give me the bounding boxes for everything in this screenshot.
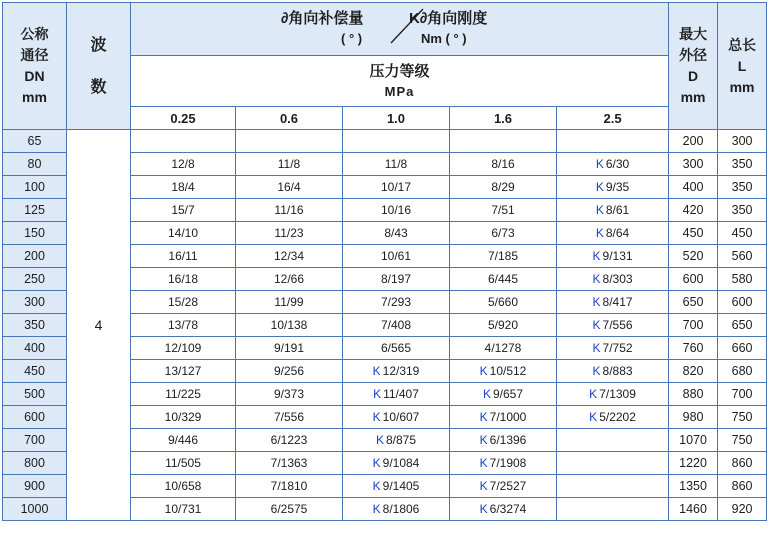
cell-value: 10/512 (489, 364, 527, 378)
cell-comp-stiffness-1: 11/23 (236, 222, 343, 245)
cell-comp-stiffness-1 (236, 130, 343, 153)
cell-dn: 200 (3, 245, 67, 268)
cell-comp-stiffness-3 (450, 475, 557, 498)
k-mark: K (595, 157, 604, 171)
cell-dn: 65 (3, 130, 67, 153)
cell-comp-stiffness-1: 7/556 (236, 406, 343, 429)
cell-comp-stiffness-2 (343, 360, 450, 383)
cell-dn: 300 (3, 291, 67, 314)
cell-length: 350 (718, 199, 767, 222)
cell-comp-stiffness-3 (450, 130, 557, 153)
cell-value: 7/1309 (599, 387, 636, 401)
cell-comp-stiffness-2: 10/61 (343, 245, 450, 268)
spec-table-body (3, 130, 767, 521)
cell-comp-stiffness-4 (557, 176, 669, 199)
bellows-spec-table (2, 2, 767, 521)
cell-comp-stiffness-3 (450, 406, 557, 429)
cell-comp-stiffness-3 (450, 429, 557, 452)
cell-length: 920 (718, 498, 767, 521)
header-angle-stiffness-unit: Nm ( ° ) (421, 31, 467, 46)
header-angle-stiffness: K∂角向刚度 (409, 10, 488, 27)
cell-max-diameter: 820 (669, 360, 718, 383)
cell-comp-stiffness-0: 12/109 (131, 337, 236, 360)
header-dn-line2: 通径 (20, 47, 49, 63)
cell-dn: 700 (3, 429, 67, 452)
cell-comp-stiffness-4 (557, 383, 669, 406)
cell-comp-stiffness-3: 5/920 (450, 314, 557, 337)
cell-comp-stiffness-4 (557, 314, 669, 337)
cell-max-diameter: 1460 (669, 498, 718, 521)
k-mark: K (372, 502, 381, 516)
cell-comp-stiffness-4 (557, 130, 669, 153)
cell-comp-stiffness-2: 7/293 (343, 291, 450, 314)
cell-comp-stiffness-4 (557, 199, 669, 222)
k-mark: K (479, 502, 488, 516)
k-mark: K (589, 387, 598, 401)
header-diagonal-divider (131, 3, 669, 55)
cell-value: 6/1396 (489, 433, 527, 447)
cell-comp-stiffness-4 (557, 222, 669, 245)
cell-max-diameter: 980 (669, 406, 718, 429)
cell-comp-stiffness-1: 11/16 (236, 199, 343, 222)
cell-comp-stiffness-0: 18/4 (131, 176, 236, 199)
cell-comp-stiffness-1: 7/1363 (236, 452, 343, 475)
cell-value: 7/2527 (489, 479, 527, 493)
cell-dn: 125 (3, 199, 67, 222)
cell-comp-stiffness-0: 10/329 (131, 406, 236, 429)
k-mark: K (592, 272, 601, 286)
cell-value: 8/61 (605, 203, 630, 217)
cell-comp-stiffness-3: 7/185 (450, 245, 557, 268)
cell-comp-stiffness-0: 10/658 (131, 475, 236, 498)
cell-value: 7/1000 (489, 410, 527, 424)
header-length (718, 3, 767, 130)
header-max-diameter-line2: 外径 (679, 47, 708, 63)
header-dn (3, 3, 67, 130)
cell-comp-stiffness-2 (343, 429, 450, 452)
cell-comp-stiffness-3 (450, 498, 557, 521)
cell-dn: 800 (3, 452, 67, 475)
cell-comp-stiffness-0: 16/18 (131, 268, 236, 291)
cell-value: 9/657 (492, 387, 524, 401)
cell-value: 10/607 (382, 410, 420, 424)
cell-comp-stiffness-2 (343, 406, 450, 429)
k-mark: K (372, 456, 381, 470)
cell-length: 600 (718, 291, 767, 314)
cell-max-diameter: 420 (669, 199, 718, 222)
cell-comp-stiffness-3: 8/29 (450, 176, 557, 199)
cell-comp-stiffness-1: 9/256 (236, 360, 343, 383)
cell-value: 8/303 (602, 272, 633, 286)
cell-value: 7/1908 (489, 456, 527, 470)
cell-comp-stiffness-2: 7/408 (343, 314, 450, 337)
k-mark: K (372, 479, 381, 493)
header-pressure-label: 压力等级 (369, 63, 430, 80)
cell-comp-stiffness-1: 6/1223 (236, 429, 343, 452)
cell-comp-stiffness-4 (557, 291, 669, 314)
cell-comp-stiffness-0: 15/7 (131, 199, 236, 222)
cell-value: 8/1806 (382, 502, 420, 516)
k-mark: K (482, 387, 491, 401)
k-mark: K (592, 318, 601, 332)
k-mark: K (372, 410, 381, 424)
cell-comp-stiffness-3: 7/51 (450, 199, 557, 222)
cell-comp-stiffness-4 (557, 268, 669, 291)
cell-comp-stiffness-0: 14/10 (131, 222, 236, 245)
header-max-diameter-line1: 最大 (679, 26, 708, 42)
cell-comp-stiffness-2 (343, 130, 450, 153)
cell-comp-stiffness-3: 5/660 (450, 291, 557, 314)
cell-comp-stiffness-2: 11/8 (343, 153, 450, 176)
k-mark: K (373, 387, 382, 401)
k-mark: K (592, 341, 601, 355)
cell-max-diameter: 1220 (669, 452, 718, 475)
cell-length: 300 (718, 130, 767, 153)
header-wave-line1: 波 (90, 36, 107, 54)
cell-comp-stiffness-0: 13/127 (131, 360, 236, 383)
cell-max-diameter: 1070 (669, 429, 718, 452)
cell-dn: 80 (3, 153, 67, 176)
cell-max-diameter: 450 (669, 222, 718, 245)
k-mark: K (479, 479, 488, 493)
cell-comp-stiffness-4 (557, 429, 669, 452)
cell-max-diameter: 200 (669, 130, 718, 153)
cell-comp-stiffness-2 (343, 383, 450, 406)
header-angle-compensation: ∂角向补偿量 (281, 10, 364, 27)
cell-comp-stiffness-0: 11/225 (131, 383, 236, 406)
cell-comp-stiffness-1: 7/1810 (236, 475, 343, 498)
cell-length: 450 (718, 222, 767, 245)
cell-length: 680 (718, 360, 767, 383)
cell-comp-stiffness-3 (450, 452, 557, 475)
cell-comp-stiffness-1: 11/99 (236, 291, 343, 314)
pressure-col-1: 0.6 (236, 107, 343, 130)
cell-value: 7/556 (602, 318, 633, 332)
cell-comp-stiffness-2: 8/197 (343, 268, 450, 291)
cell-comp-stiffness-4 (557, 153, 669, 176)
k-mark: K (592, 249, 601, 263)
k-mark: K (479, 433, 488, 447)
cell-value: 5/2202 (599, 410, 636, 424)
cell-comp-stiffness-1: 12/34 (236, 245, 343, 268)
cell-length: 700 (718, 383, 767, 406)
cell-comp-stiffness-2 (343, 452, 450, 475)
cell-value: 12/319 (382, 364, 420, 378)
k-mark: K (592, 364, 601, 378)
cell-dn: 150 (3, 222, 67, 245)
table-row (3, 130, 767, 153)
cell-value: 8/64 (605, 226, 630, 240)
cell-length: 350 (718, 176, 767, 199)
header-length-line2: L (737, 57, 747, 74)
cell-comp-stiffness-0 (131, 130, 236, 153)
header-angle-compensation-unit: ( ° ) (341, 31, 363, 46)
cell-max-diameter: 300 (669, 153, 718, 176)
cell-comp-stiffness-2 (343, 498, 450, 521)
cell-length: 750 (718, 429, 767, 452)
cell-dn: 450 (3, 360, 67, 383)
cell-value: 8/417 (602, 295, 633, 309)
cell-comp-stiffness-4 (557, 452, 669, 475)
cell-comp-stiffness-1: 16/4 (236, 176, 343, 199)
header-pressure-unit: MPa (384, 84, 415, 99)
cell-length: 650 (718, 314, 767, 337)
header-dn-line1: 公称 (20, 26, 49, 42)
header-dn-line4: mm (22, 89, 47, 105)
cell-comp-stiffness-1: 12/66 (236, 268, 343, 291)
cell-max-diameter: 520 (669, 245, 718, 268)
cell-dn: 350 (3, 314, 67, 337)
cell-comp-stiffness-0: 9/446 (131, 429, 236, 452)
spec-table-container (2, 2, 766, 546)
cell-value: 9/35 (605, 180, 630, 194)
cell-dn: 250 (3, 268, 67, 291)
cell-comp-stiffness-4 (557, 360, 669, 383)
cell-comp-stiffness-0: 12/8 (131, 153, 236, 176)
cell-comp-stiffness-0: 13/78 (131, 314, 236, 337)
cell-length: 860 (718, 452, 767, 475)
cell-max-diameter: 400 (669, 176, 718, 199)
cell-value: 11/407 (383, 387, 419, 401)
cell-dn: 100 (3, 176, 67, 199)
pressure-col-3: 1.6 (450, 107, 557, 130)
cell-value: 9/1405 (382, 479, 420, 493)
cell-max-diameter: 760 (669, 337, 718, 360)
header-compensation-stiffness (131, 3, 669, 56)
k-mark: K (595, 180, 604, 194)
cell-comp-stiffness-2 (343, 475, 450, 498)
pressure-col-0: 0.25 (131, 107, 236, 130)
cell-max-diameter: 600 (669, 268, 718, 291)
cell-comp-stiffness-0: 16/11 (131, 245, 236, 268)
cell-comp-stiffness-3: 4/1278 (450, 337, 557, 360)
cell-value: 6/3274 (489, 502, 527, 516)
header-max-diameter-line3: D (688, 68, 699, 84)
cell-value: 9/131 (602, 249, 633, 263)
cell-comp-stiffness-3 (450, 383, 557, 406)
cell-comp-stiffness-4 (557, 406, 669, 429)
cell-comp-stiffness-4 (557, 337, 669, 360)
k-mark: K (589, 410, 598, 424)
cell-max-diameter: 1350 (669, 475, 718, 498)
cell-comp-stiffness-3 (450, 360, 557, 383)
cell-comp-stiffness-1: 6/2575 (236, 498, 343, 521)
cell-length: 750 (718, 406, 767, 429)
cell-comp-stiffness-1: 9/373 (236, 383, 343, 406)
pressure-col-2: 1.0 (343, 107, 450, 130)
cell-length: 560 (718, 245, 767, 268)
cell-length: 350 (718, 153, 767, 176)
cell-comp-stiffness-4 (557, 245, 669, 268)
cell-comp-stiffness-3: 8/16 (450, 153, 557, 176)
cell-dn: 600 (3, 406, 67, 429)
header-pressure-class (131, 56, 669, 107)
cell-length: 580 (718, 268, 767, 291)
cell-comp-stiffness-0: 11/505 (131, 452, 236, 475)
k-mark: K (375, 433, 384, 447)
k-mark: K (372, 364, 381, 378)
cell-comp-stiffness-0: 10/731 (131, 498, 236, 521)
k-mark: K (479, 364, 488, 378)
cell-max-diameter: 700 (669, 314, 718, 337)
pressure-col-4: 2.5 (557, 107, 669, 130)
cell-comp-stiffness-1: 10/138 (236, 314, 343, 337)
cell-dn: 500 (3, 383, 67, 406)
k-mark: K (592, 295, 601, 309)
cell-comp-stiffness-2: 10/17 (343, 176, 450, 199)
cell-value: 8/883 (602, 364, 633, 378)
k-mark: K (479, 410, 488, 424)
k-mark: K (595, 226, 604, 240)
cell-max-diameter: 650 (669, 291, 718, 314)
cell-comp-stiffness-1: 9/191 (236, 337, 343, 360)
cell-max-diameter: 880 (669, 383, 718, 406)
cell-comp-stiffness-1: 11/8 (236, 153, 343, 176)
cell-comp-stiffness-2: 6/565 (343, 337, 450, 360)
header-wave (67, 3, 131, 130)
cell-value: 9/1084 (382, 456, 420, 470)
cell-value: 7/752 (602, 341, 633, 355)
cell-comp-stiffness-2: 10/16 (343, 199, 450, 222)
cell-value: 6/30 (605, 157, 630, 171)
cell-length: 860 (718, 475, 767, 498)
cell-comp-stiffness-3: 6/445 (450, 268, 557, 291)
cell-length: 660 (718, 337, 767, 360)
cell-dn: 400 (3, 337, 67, 360)
header-max-diameter-line4: mm (680, 89, 706, 105)
header-length-line3: mm (729, 78, 755, 95)
header-max-diameter (669, 3, 718, 130)
header-dn-line3: DN (24, 68, 45, 84)
cell-wave-count: 4 (67, 130, 131, 521)
cell-value: 8/875 (385, 433, 417, 447)
header-wave-line2: 数 (90, 78, 107, 96)
cell-comp-stiffness-3: 6/73 (450, 222, 557, 245)
cell-comp-stiffness-4 (557, 498, 669, 521)
header-length-line1: 总长 (728, 36, 757, 53)
cell-dn: 900 (3, 475, 67, 498)
k-mark: K (479, 456, 488, 470)
cell-comp-stiffness-2: 8/43 (343, 222, 450, 245)
k-mark: K (595, 203, 604, 217)
cell-comp-stiffness-4 (557, 475, 669, 498)
cell-comp-stiffness-0: 15/28 (131, 291, 236, 314)
cell-dn: 1000 (3, 498, 67, 521)
